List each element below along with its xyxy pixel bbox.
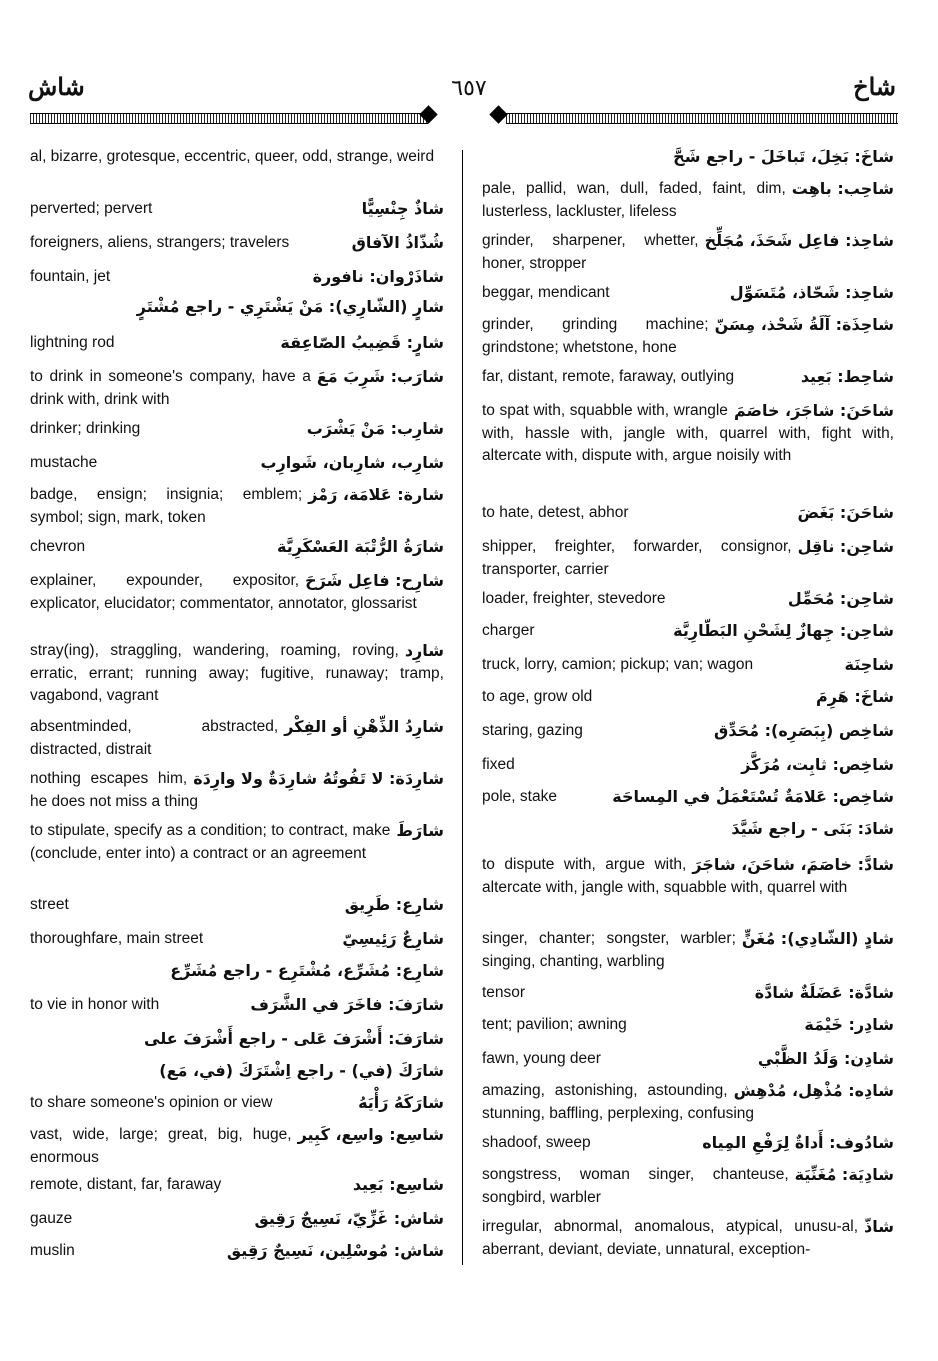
english-definition: vast, wide, large; great, big, huge, enormous [30,1126,292,1166]
dictionary-entry [482,720,894,743]
diamond-ornament-right [489,105,507,123]
dictionary-entry [30,1208,444,1231]
dictionary-entry [30,332,444,355]
arabic-headword: شادُوف: أَداةٌ لِرَفْعِ المِياه [702,1133,894,1152]
english-definition: to stipulate, specify as a condition; to contract, make (conclude, enter into) a contract or an agreement [30,822,391,862]
arabic-headword: شارِح: فاعِل شَرَحَ [305,571,444,590]
dictionary-entry [30,266,444,289]
english-definition: fixed [482,756,515,773]
english-definition: pole, stake [482,788,557,805]
english-definition: muslin [30,1242,75,1259]
header-entry-word-left: شاش [28,72,85,101]
english-definition: mustache [30,454,98,471]
arabic-headword: شارَفَ: فاخَرَ في الشَّرَف [250,995,444,1014]
dictionary-entry [30,418,444,441]
dictionary-entry [482,1164,894,1209]
english-definition: gauze [30,1210,73,1227]
arabic-headword: شارِدُ الذِّهْنِ أو الفِكْر [284,717,444,736]
arabic-headword: شاحَنَ: بَغَضَ [797,503,894,522]
page-number: ٦٥٧ [451,76,487,101]
arabic-headword: شاحِذ: شَحّاذ، مُتَسَوِّل [729,283,894,302]
english-definition: beggar, mendicant [482,284,610,301]
arabic-headword: شاحِنَة [844,655,894,674]
arabic-headword: شارَكَهُ رَأْيَهُ [358,1093,444,1112]
arabic-headword: شارٍ (الشّارِي): مَنْ يَشْتَرِي - راجع مُشْتَرٍ [136,297,444,316]
arabic-headword: شارٍ: قَضِيبُ الصّاعِقة [280,333,444,352]
dictionary-entry [482,400,894,468]
dictionary-entry [482,1080,894,1125]
english-definition: grinder, grinding machine; grindstone; whetstone, hone [482,316,709,356]
english-definition: singer, chanter; songster, warbler; singing, chanting, warbling [482,930,736,970]
dictionary-entry [482,366,894,389]
english-definition: lightning rod [30,334,115,351]
english-definition: staring, gazing [482,722,583,739]
arabic-headword: شُذّاذُ الآفاق [351,233,444,252]
english-definition: to drink in someone's company, have a drink with, drink with [30,368,311,408]
arabic-headword: شارَطَ [396,821,444,840]
dictionary-entry [30,928,444,951]
arabic-headword: شاسِع: واسِع، كَبِير [297,1125,444,1144]
english-definition: thoroughfare, main street [30,930,204,947]
dictionary-entry [482,588,894,611]
arabic-headword: شادٍ (الشّادِي): مُغَنٍّ [741,929,894,948]
header-entry-word-right: شاخ [853,72,896,101]
english-definition: remote, distant, far, faraway [30,1176,222,1193]
english-definition: loader, freighter, stevedore [482,590,666,607]
dictionary-entry [30,640,444,708]
arabic-headword: شارة: عَلامَة، رَمْز [308,485,444,504]
english-definition: perverted; pervert [30,200,153,217]
dictionary-entry [30,232,444,255]
dictionary-entry [30,452,444,475]
english-definition: charger [482,622,535,639]
english-definition: al, bizarre, grotesque, eccentric, queer, odd, strange, weird [30,148,435,165]
dictionary-entry [482,178,894,223]
english-definition: grinder, sharpener, whetter, honer, stropper [482,232,699,272]
dictionary-entry [482,754,894,777]
dictionary-entry [482,502,894,525]
english-definition: shipper, freighter, forwarder, consignor, transporter, carrier [482,538,792,578]
english-definition: chevron [30,538,86,555]
arabic-headword: شاخِص: عَلامَةٌ تُسْتَعْمَلُ في المِساحَة [612,787,894,806]
dictionary-entry [30,960,444,982]
arabic-headword: شاخَ: هَرِمَ [815,687,894,706]
arabic-headword: شارَفَ: أَشْرَفَ عَلى - راجع أَشْرَفَ على [144,1029,444,1048]
dictionary-entry [482,818,894,840]
dictionary-entry [482,928,894,973]
english-definition: fountain, jet [30,268,111,285]
arabic-headword: شاحَنَ: شاجَرَ، خاصَمَ [733,401,894,420]
arabic-headword: شاخَ: بَخِلَ، تَباخَلَ - راجع شَحَّ [673,147,894,166]
arabic-headword: شارِد [404,641,444,660]
arabic-headword: شادَّ: خاصَمَ، شاحَنَ، شاجَرَ [692,855,894,874]
arabic-headword: شاذٌ جِنْسِيًّا [361,199,444,218]
english-definition: foreigners, aliens, strangers; travelers [30,234,290,251]
english-definition: irregular, abnormal, anomalous, atypical, unusu-al, aberrant, deviant, deviate, unnatural, exception- [482,1218,859,1258]
arabic-headword: شادِن: وَلَدُ الظَّبْي [757,1049,894,1068]
dictionary-entry [482,620,894,643]
english-definition: to spat with, squabble with, wrangle with, hassle with, jangle with, quarrel with, fight with, altercate with, dispute with, argue noisily with [482,402,894,465]
arabic-headword: شادَّة: عَضَلَةٌ شادَّة [754,983,894,1002]
arabic-headword: شارِب، شارِبان، شَوارِب [260,453,444,472]
arabic-headword: شاحِذَة: آلَةُ شَحْذ، مِسَنّ [714,315,894,334]
arabic-headword: شارَكَ (في) - راجع اِشْتَرَكَ (في، مَع) [159,1061,444,1080]
dictionary-entry [482,786,894,809]
arabic-headword: شارِع: طَرِيق [344,895,444,914]
dictionary-entry [30,768,444,813]
dictionary-entry [482,282,894,305]
arabic-headword: شارَب: شَرِبَ مَعَ [316,367,444,386]
arabic-headword: شارِدَة: لا تَفُوتُهُ شارِدَةٌ ولا وارِدَة [193,769,444,788]
dictionary-entry [482,536,894,581]
arabic-headword: شاخِص (بِبَصَرِه): مُحَدِّق [714,721,894,740]
dictionary-entry [482,654,894,677]
english-definition: to dispute with, argue with, altercate with, jangle with, squabble with, quarrel with [482,856,848,896]
english-definition: explainer, expounder, expositor, explicator, elucidator; commentator, annotator, glossarist [30,572,417,612]
dictionary-entry [30,1092,444,1115]
header-rule-right [506,113,898,124]
dictionary-entry [30,716,444,761]
arabic-headword: شارَةُ الرُّتْبَة العَسْكَرِيَّة [277,537,444,556]
arabic-headword: شاحِن: مُحَمِّل [787,589,894,608]
english-definition: tent; pavilion; awning [482,1016,627,1033]
english-definition: absentminded, abstracted, distracted, distrait [30,718,279,758]
arabic-headword: شاحِن: ناقِل [797,537,894,556]
dictionary-entry [30,820,444,865]
arabic-headword: شادِر: خَيْمَة [804,1015,894,1034]
dictionary-entry [30,146,444,169]
header-rule-left [30,113,428,124]
arabic-headword: شاخِص: ثابِت، مُرَكَّز [741,755,894,774]
english-definition: truck, lorry, camion; pickup; van; wagon [482,656,754,673]
arabic-headword: شاسِع: بَعِيد [352,1175,444,1194]
arabic-headword: شادِه: مُذْهِل، مُدْهِش [733,1081,894,1100]
english-definition: to age, grow old [482,688,593,705]
dictionary-entry [482,314,894,359]
dictionary-entry [30,994,444,1017]
english-definition: far, distant, remote, faraway, outlying [482,368,735,385]
english-definition: street [30,896,69,913]
dictionary-entry [30,484,444,529]
english-definition: nothing escapes him, he does not miss a thing [30,770,199,810]
arabic-headword: شاذّ [864,1217,894,1236]
dictionary-entry [482,1048,894,1071]
dictionary-entry [482,230,894,275]
arabic-headword: شارِعٌ رَئِيسِيّ [342,929,444,948]
english-definition: tensor [482,984,526,1001]
arabic-headword: شادِيَة: مُغَنِّيَة [794,1165,894,1184]
english-definition: to hate, detest, abhor [482,504,629,521]
dictionary-entry [30,198,444,221]
dictionary-entry [30,1124,444,1169]
dictionary-entry [30,570,444,615]
arabic-headword: شاش: مُوسْلِين، نَسِيجٌ رَقِيق [226,1241,444,1260]
dictionary-entry [30,1028,444,1050]
english-definition: to share someone's opinion or view [30,1094,273,1111]
english-definition: shadoof, sweep [482,1134,591,1151]
arabic-headword: شاحِن: جِهازٌ لِشَحْنِ البَطّارِيَّة [673,621,894,640]
arabic-headword: شاحِذ: فاعِل شَحَذَ، مُجَلِّخ [704,231,894,250]
dictionary-entry [30,1240,444,1263]
dictionary-entry [30,536,444,559]
arabic-headword: شارِب: مَنْ يَشْرَب [306,419,444,438]
dictionary-entry [482,1132,894,1155]
dictionary-entry [482,686,894,709]
arabic-headword: شاحِط: بَعِيد [800,367,894,386]
arabic-headword: شادَ: بَنَى - راجع شَيَّدَ [731,819,894,838]
dictionary-entry [30,366,444,411]
dictionary-entry [30,1060,444,1082]
english-definition: badge, ensign; insignia; emblem; symbol; sign, mark, token [30,486,303,526]
dictionary-entry [482,1014,894,1037]
arabic-headword: شارِع: مُشَرِّع، مُشْتَرِع - راجع مُشَرِّع [170,961,444,980]
dictionary-entry [482,854,894,899]
english-definition: drinker; drinking [30,420,141,437]
english-definition: fawn, young deer [482,1050,601,1067]
dictionary-entry [482,146,894,168]
arabic-headword: شاذَرْوان: نافورة [312,267,444,286]
english-definition: songstress, woman singer, chanteuse, songbird, warbler [482,1166,789,1206]
arabic-headword: شاش: غَزِّيّ، نَسِيجٌ رَقِيق [254,1209,444,1228]
dictionary-entry [482,1216,894,1261]
arabic-headword: شاحِب: باهِت [791,179,894,198]
english-definition: pale, pallid, wan, dull, faded, faint, dim, lusterless, lackluster, lifeless [482,180,786,220]
dictionary-entry [482,982,894,1005]
english-definition: amazing, astonishing, astounding, stunning, baffling, perplexing, confusing [482,1082,755,1122]
english-definition: stray(ing), straggling, wandering, roaming, roving, erratic, errant; running away; fugitive, runaway; tramp, vagabond, vagrant [30,642,444,705]
english-definition: to vie in honor with [30,996,160,1013]
dictionary-entry [30,894,444,917]
dictionary-entry [30,1174,444,1197]
column-divider [462,150,463,1265]
dictionary-entry [30,296,444,318]
